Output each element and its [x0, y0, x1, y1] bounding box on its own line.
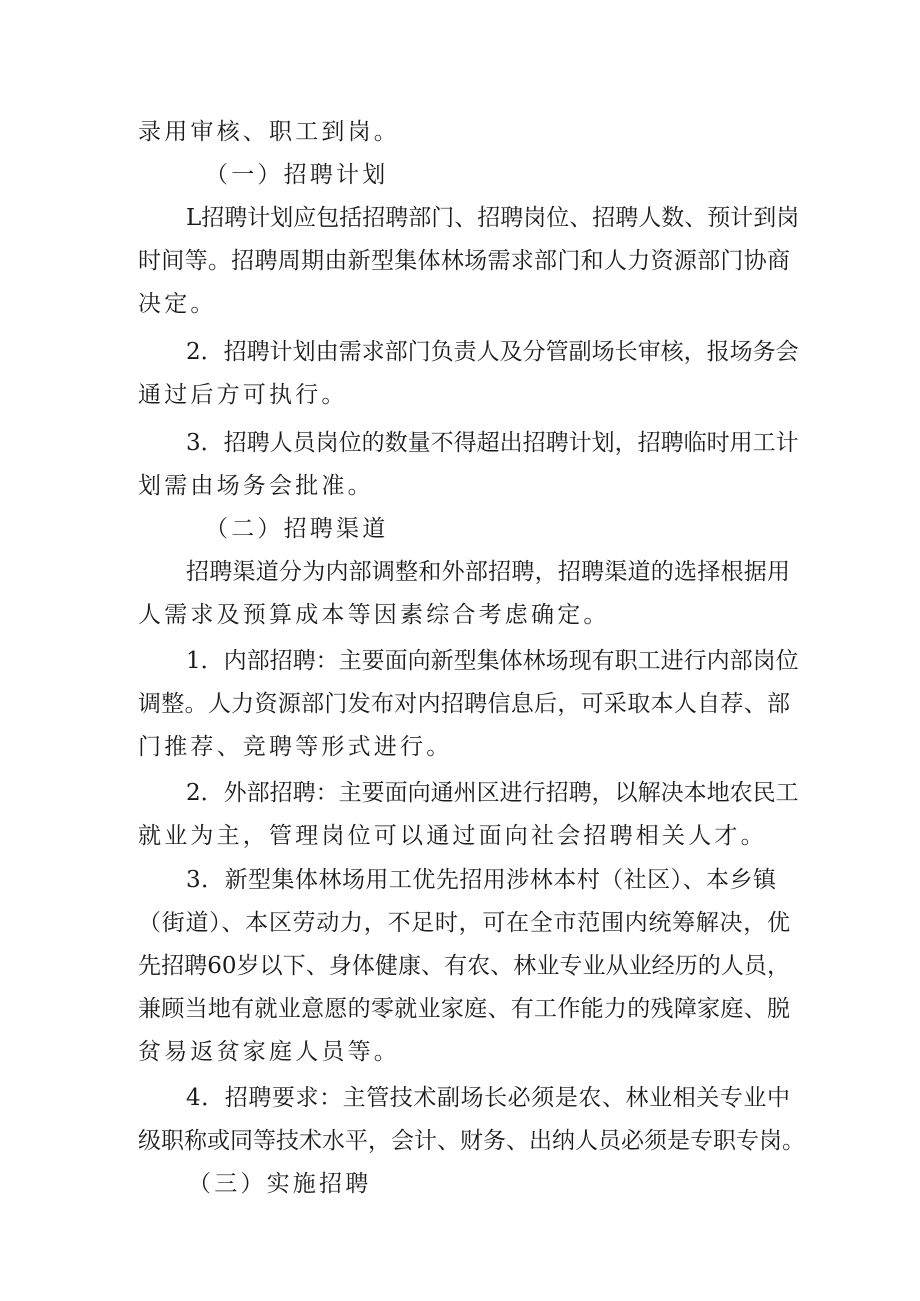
section-heading-recruitment-plan: （一）招聘计划 — [205, 162, 389, 188]
text-line-19: （街道）、本区劳动力，不足时，可在全市范围内统筹解决，优 — [138, 910, 790, 936]
text-line-23: 4．招聘要求：主管技术副场长必须是农、林业相关专业中 — [186, 1085, 790, 1111]
text-line-16: 2．外部招聘：主要面向通州区进行招聘，以解决本地农民工 — [186, 780, 799, 806]
text-line-18: 3．新型集体林场用工优先招用涉林本村（社区）、本乡镇 — [186, 867, 776, 893]
text-line-5: 决定。 — [138, 291, 217, 317]
text-line-3: L招聘计划应包括招聘部门、招聘岗位、招聘人数、预计到岗 — [186, 205, 800, 231]
text-line-13: 1．内部招聘：主要面向新型集体林场现有职工进行内部岗位 — [186, 648, 799, 674]
text-line-11: 招聘渠道分为内部调整和外部招聘，招聘渠道的选择根据用 — [186, 559, 790, 585]
text-line-15: 门推荐、竞聘等形式进行。 — [138, 734, 453, 760]
text-line-4: 时间等。招聘周期由新型集体林场需求部门和人力资源部门协商 — [138, 248, 790, 274]
section-heading-implementation: （三）实施招聘 — [188, 1171, 372, 1197]
section-heading-recruitment-channels: （二）招聘渠道 — [205, 516, 389, 542]
text-line-21: 兼顾当地有就业意愿的零就业家庭、有工作能力的残障家庭、脱 — [138, 996, 790, 1022]
text-line-14: 调整。人力资源部门发布对内招聘信息后，可采取本人自荐、部 — [138, 691, 790, 717]
text-line-6: 2．招聘计划由需求部门负责人及分管副场长审核，报场务会 — [186, 339, 799, 365]
text-line-7: 通过后方可执行。 — [138, 382, 348, 408]
text-line-8: 3．招聘人员岗位的数量不得超出招聘计划，招聘临时用工计 — [186, 430, 799, 456]
text-line-22: 贫易返贫家庭人员等。 — [138, 1039, 400, 1065]
text-line-9: 划需由场务会批准。 — [138, 473, 374, 499]
text-line-12: 人需求及预算成本等因素综合考虑确定。 — [138, 602, 610, 628]
text-line-24: 级职称或同等技术水平，会计、财务、出纳人员必须是专职专岗。 — [138, 1128, 805, 1154]
text-line-17: 就业为主，管理岗位可以通过面向社会招聘相关人才。 — [138, 823, 767, 849]
text-line-20: 先招聘60岁以下、身体健康、有农、林业专业从业经历的人员， — [138, 953, 790, 979]
text-line-1: 录用审核、职工到岗。 — [138, 119, 400, 145]
